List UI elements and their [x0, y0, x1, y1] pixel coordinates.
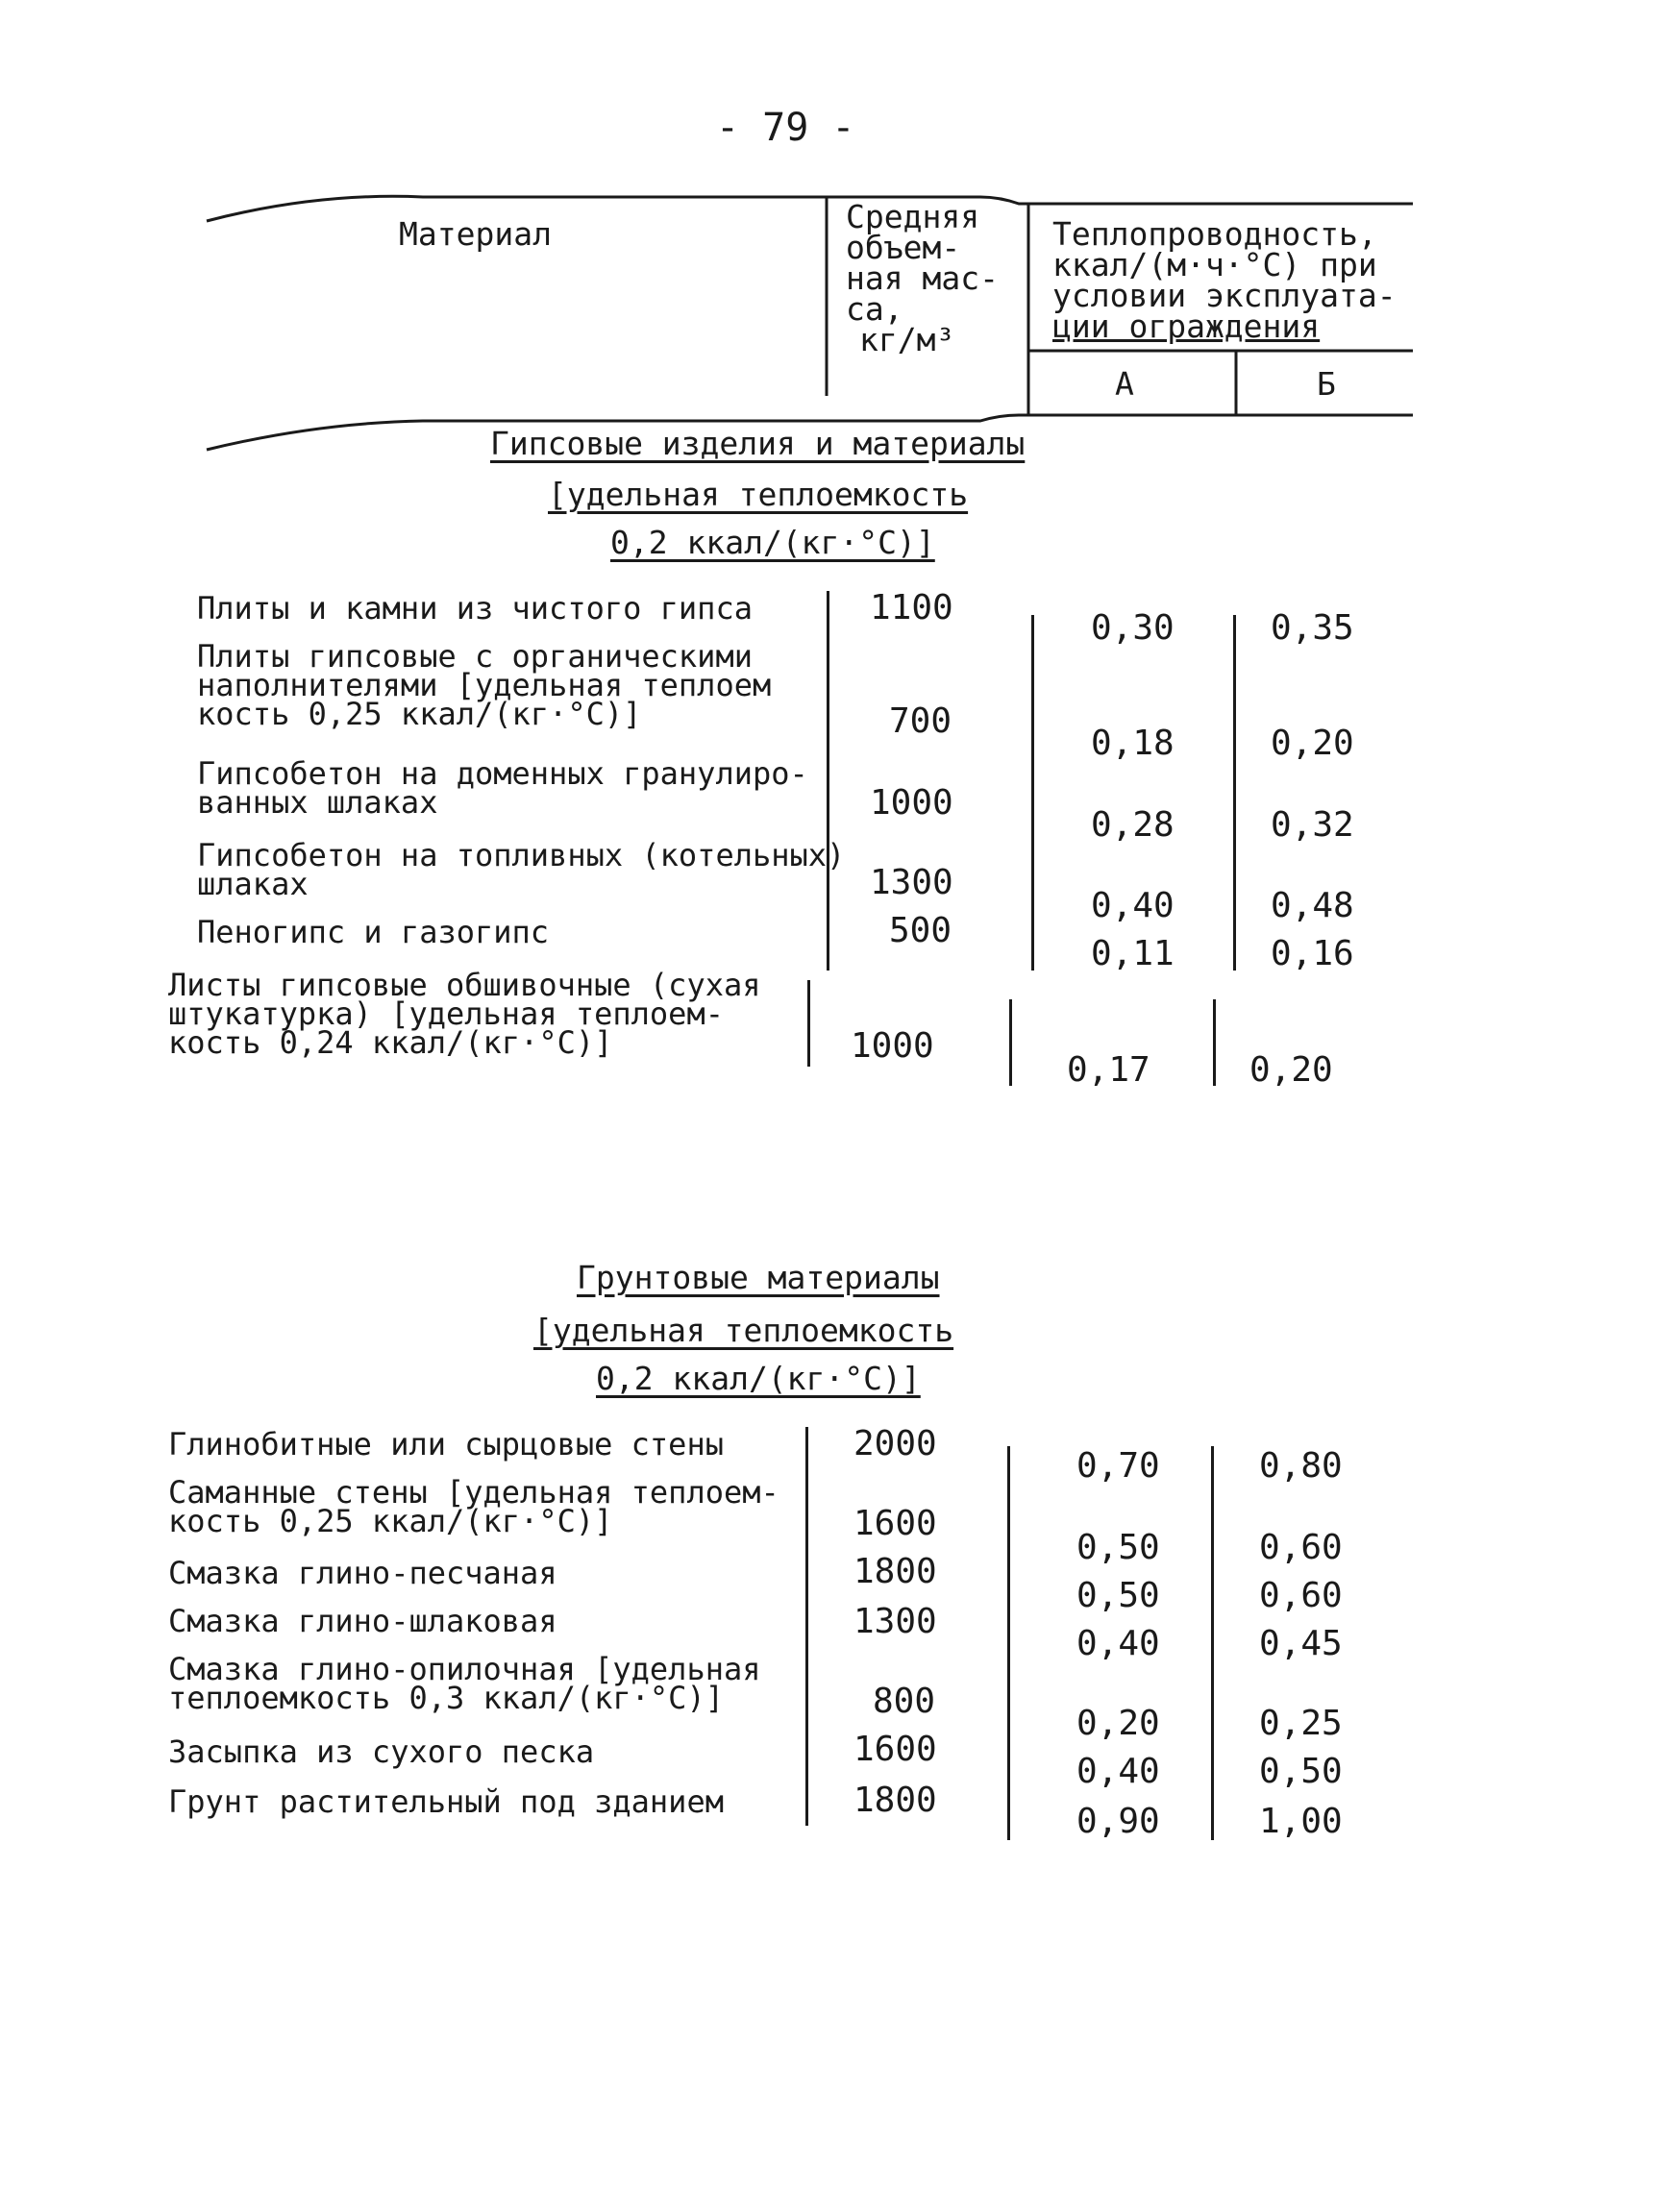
row-name: Засыпка из сухого песка: [168, 1733, 595, 1770]
row-value-a: 0,28: [1091, 805, 1175, 845]
row-value-b: 0,20: [1271, 724, 1354, 763]
row-name: Пеногипс и газогипс: [197, 914, 550, 950]
row-name: Гипсобетон на топливных (котельных) шлаках: [197, 837, 846, 902]
row-mass: 1800: [853, 1781, 937, 1820]
row-value-b: 0,50: [1259, 1752, 1343, 1791]
row-value-b: 0,60: [1259, 1576, 1343, 1615]
row-value-a: 0,40: [1091, 886, 1175, 925]
row-mass: 500: [889, 911, 952, 950]
section-1-rule-a-2: [1009, 999, 1012, 1086]
header-material: Материал: [399, 215, 552, 253]
row-value-a: 0,11: [1091, 934, 1175, 973]
row-value-b: 0,48: [1271, 886, 1354, 925]
section-1-rule-b: [1233, 615, 1236, 971]
row-mass: 1600: [853, 1504, 937, 1543]
header-col-b: Б: [1317, 365, 1336, 403]
row-value-b: 0,25: [1259, 1704, 1343, 1743]
row-value-b: 0,80: [1259, 1446, 1343, 1486]
header-col-a: А: [1115, 365, 1134, 403]
page-number: - 79 -: [716, 106, 855, 150]
row-name: Смазка глино-опилочная [удельная теплоемкость 0,3 ккал/(кг·°С)]: [168, 1651, 761, 1716]
row-mass: 2000: [853, 1424, 937, 1463]
row-mass: 800: [873, 1682, 936, 1721]
row-mass: 1000: [870, 783, 953, 823]
section-2-rule-a: [1007, 1446, 1010, 1840]
row-value-b: 1,00: [1259, 1802, 1343, 1841]
row-value-a: 0,40: [1076, 1624, 1160, 1663]
row-mass: 1300: [853, 1602, 937, 1641]
row-name: Грунт растительный под зданием: [168, 1783, 724, 1820]
row-value-a: 0,50: [1076, 1576, 1160, 1615]
row-name: Саманные стены [удельная теплоем- кость 0,25 ккал/(кг·°С)]: [168, 1474, 779, 1539]
row-name: Глинобитные или сырцовые стены: [168, 1426, 724, 1462]
row-value-a: 0,70: [1076, 1446, 1160, 1486]
row-value-a: 0,40: [1076, 1752, 1160, 1791]
row-name: Смазка глино-шлаковая: [168, 1603, 557, 1639]
row-mass: 1600: [853, 1730, 937, 1769]
section-1-rule-b-2: [1213, 999, 1216, 1086]
row-name: Гипсобетон на доменных гранулиро- ванных шлаках: [197, 755, 808, 821]
row-value-a: 0,18: [1091, 724, 1175, 763]
row-name: Плиты гипсовые с органическими наполнителями [удельная теплоем кость 0,25 ккал/(кг·°С)]: [197, 638, 772, 732]
row-mass: 1800: [853, 1552, 937, 1591]
row-value-b: 0,32: [1271, 805, 1354, 845]
row-name: Смазка глино-песчаная: [168, 1555, 557, 1591]
section-1-rule-a: [1031, 615, 1034, 971]
row-mass: 1300: [870, 863, 953, 902]
row-value-b: 0,60: [1259, 1528, 1343, 1567]
row-mass: 1100: [870, 588, 953, 627]
row-value-b: 0,45: [1259, 1624, 1343, 1663]
row-mass: 700: [889, 701, 952, 741]
row-value-b: 0,20: [1249, 1050, 1333, 1090]
row-value-a: 0,20: [1076, 1704, 1160, 1743]
row-mass: 1000: [851, 1026, 934, 1066]
row-name: Листы гипсовые обшивочные (сухая штукатурка) [удельная теплоем- кость 0,24 ккал/(кг·°С)]: [168, 967, 761, 1061]
row-value-b: 0,35: [1271, 608, 1354, 648]
section-2-rule-b: [1211, 1446, 1214, 1840]
section-1-rule-mass: [827, 591, 829, 971]
header-rules: [0, 0, 1657, 461]
row-value-b: 0,16: [1271, 934, 1354, 973]
section-1-rule-mass-2: [807, 980, 810, 1067]
header-density: Средняя объем- ная мас- са, кг/м³: [846, 198, 999, 358]
section-2-rule-mass: [805, 1427, 808, 1826]
row-value-a: 0,30: [1091, 608, 1175, 648]
row-value-a: 0,50: [1076, 1528, 1160, 1567]
header-conductivity: Теплопроводность, ккал/(м·ч·°С) при условии эксплуата- ции ограждения: [1052, 215, 1397, 345]
row-value-a: 0,90: [1076, 1802, 1160, 1841]
row-name: Плиты и камни из чистого гипса: [197, 590, 753, 627]
row-value-a: 0,17: [1067, 1050, 1150, 1090]
